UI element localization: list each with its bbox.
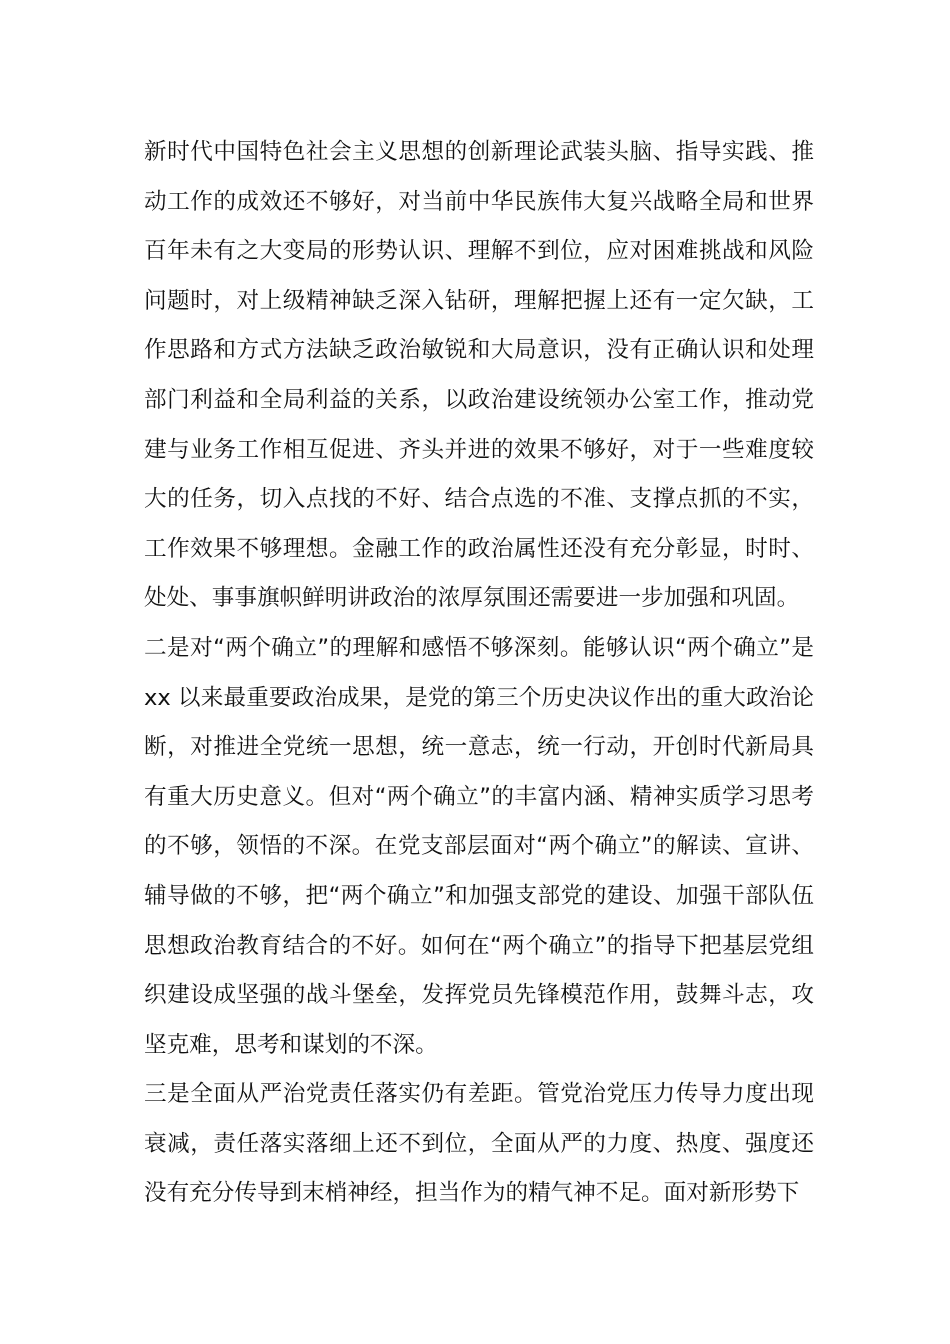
text-line: 大的任务，切入点找的不好、结合点选的不准、支撑点抓的不实， — [144, 486, 814, 513]
text-line: 处处、事事旗帜鲜明讲政治的浓厚氛围还需要进一步加强和巩固。 — [144, 585, 800, 612]
text-line: 动工作的成效还不够好，对当前中华民族伟大复兴战略全局和世界 — [144, 188, 814, 215]
text-line: 问题时，对上级精神缺乏深入钻研，理解把握上还有一定欠缺，工 — [144, 287, 814, 314]
text-line: 思想政治教育结合的不好。如何在“两个确立”的指导下把基层党组 — [144, 932, 814, 959]
text-line: 织建设成坚强的战斗堡垒，发挥党员先锋模范作用，鼓舞斗志，攻 — [144, 982, 814, 1009]
text-line: 新时代中国特色社会主义思想的创新理论武装头脑、指导实践、推 — [144, 139, 814, 165]
text-line: 没有充分传导到末梢神经，担当作为的精气神不足。面对新形势下 — [144, 1180, 800, 1207]
paragraph-3 — [144, 1070, 814, 1219]
text-line: xx 以来最重要政治成果，是党的第三个历史决议作出的重大政治论 — [144, 684, 814, 711]
text-line: 部门利益和全局利益的关系，以政治建设统领办公室工作，推动党 — [144, 386, 814, 413]
text-line: 坚克难，思考和谋划的不深。 — [144, 1031, 438, 1058]
text-line: 有重大历史意义。但对“两个确立”的丰富内涵、精神实质学习思考 — [144, 783, 814, 810]
text-line: 百年未有之大变局的形势认识、理解不到位，应对困难挑战和风险 — [144, 238, 814, 265]
paragraph-2 — [144, 624, 814, 1070]
text-line: 三是全面从严治党责任落实仍有差距。管党治党压力传导力度出现 — [144, 1081, 814, 1108]
text-line: 二是对“两个确立”的理解和感悟不够深刻。能够认识“两个确立”是 — [144, 634, 814, 661]
text-line: 衰减，责任落实落细上还不到位，全面从严的力度、热度、强度还 — [144, 1130, 814, 1157]
text-line: 工作效果不够理想。金融工作的政治属性还没有充分彰显，时时、 — [144, 535, 814, 562]
text-line: 作思路和方式方法缺乏政治敏锐和大局意识，没有正确认识和处理 — [144, 337, 814, 364]
text-line: 的不够，领悟的不深。在党支部层面对“两个确立”的解读、宣讲、 — [144, 833, 814, 860]
text-line: 断，对推进全党统一思想，统一意志，统一行动，开创时代新局具 — [144, 734, 814, 761]
paragraph-1 — [144, 128, 814, 624]
document-body — [144, 128, 814, 1219]
text-line: 建与业务工作相互促进、齐头并进的效果不够好，对于一些难度较 — [144, 436, 814, 463]
text-line: 辅导做的不够，把“两个确立”和加强支部党的建设、加强干部队伍 — [144, 882, 814, 909]
